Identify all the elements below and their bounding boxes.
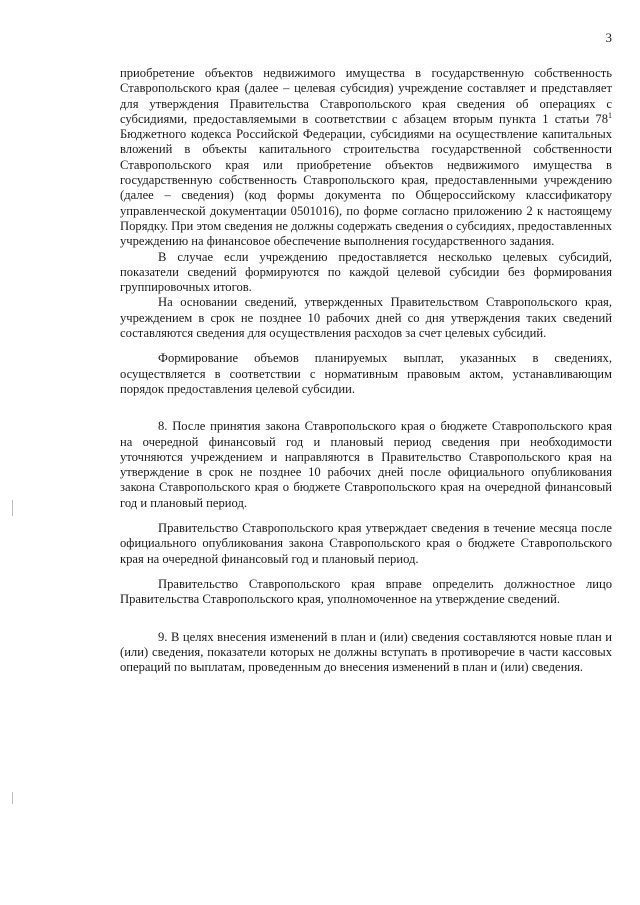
paragraph-government-approves: Правительство Ставропольского края утверждает сведения в течение месяца после официального опубликования закона Ставропольского края о бюджете Ставропольского края на очередной финансовый год и плановый период. [120,521,612,566]
paragraph-gap [120,608,612,630]
paragraph-approved-info: На основании сведений, утвержденных Правительством Ставропольского края, учреждением в срок не позднее 10 рабочих дней со дня утверждения таких сведений составляются сведения для осуществления расходов за счет целевых субсидий. [120,295,612,341]
scan-edge-mark [12,500,13,516]
document-body [120,66,612,675]
paragraph-continued: приобретение объектов недвижимого имущества в государственную собственность Ставропольского края (далее – целевая субсидия) учреждение составляет и представляет для утверждения Правительства Ставропольского края сведения об операциях с субсидиями, предоставляемыми в соответствии с абзацем вторым пункта 1 статьи $78^1$ Бюджетного кодекса Российской Федерации, субсидиями на осуществление капитальных вложений в объекты капитального строительства государственной собственности Ставропольского края или приобретение объектов недвижимого имущества в государственную собственность Ставропольского края, предоставленными учреждению (далее – сведения) (код формы документа по Общероссийскому классификатору управленческой документации 0501016), по форме согласно приложению 2 к настоящему Порядку. При этом сведения не должны содержать сведения о субсидиях, предоставленных учреждению на финансовое обеспечение выполнения государственного задания. [120,66,612,249]
paragraph-gap [120,511,612,521]
paragraph-gap [120,567,612,577]
page-number: 3 [605,30,612,45]
paragraph-gap [120,341,612,351]
superscript: 1 [608,110,612,120]
paragraph-planned-payments: Формирование объемов планируемых выплат, указанных в сведениях, осуществляется в соответствии с нормативным правовым актом, устанавливающим порядок предоставления целевой субсидии. [120,351,612,396]
paragraph-authorized-official: Правительство Ставропольского края вправе определить должностное лицо Правительства Ставропольского края, уполномоченное на утверждение сведений. [120,576,612,607]
paragraph-item-8: 8. После принятия закона Ставропольского края о бюджете Ставропольского края на очередной финансовый год и плановый период сведения при необходимости уточняются учреждением и направляются в Правительство Ставропольского края на утверждение в срок не позднее 10 рабочих дней после официального опубликования закона Ставропольского края о бюджете Ставропольского края на очередной финансовый год и плановый период. [120,419,612,510]
paragraph-gap [120,397,612,419]
scan-edge-mark [12,792,13,804]
paragraph-item-9: 9. В целях внесения изменений в план и (или) сведения составляются новые план и (или) сведения, показатели которых не должны вступать в противоречие в части кассовых операций по выплатам, проведенным до внесения изменений в план и (или) сведения. [120,629,612,675]
paragraph-multiple-subsidies: В случае если учреждению предоставляется несколько целевых субсидий, показатели сведений формируются по каждой целевой субсидии без формирования группировочных итогов. [120,249,612,295]
